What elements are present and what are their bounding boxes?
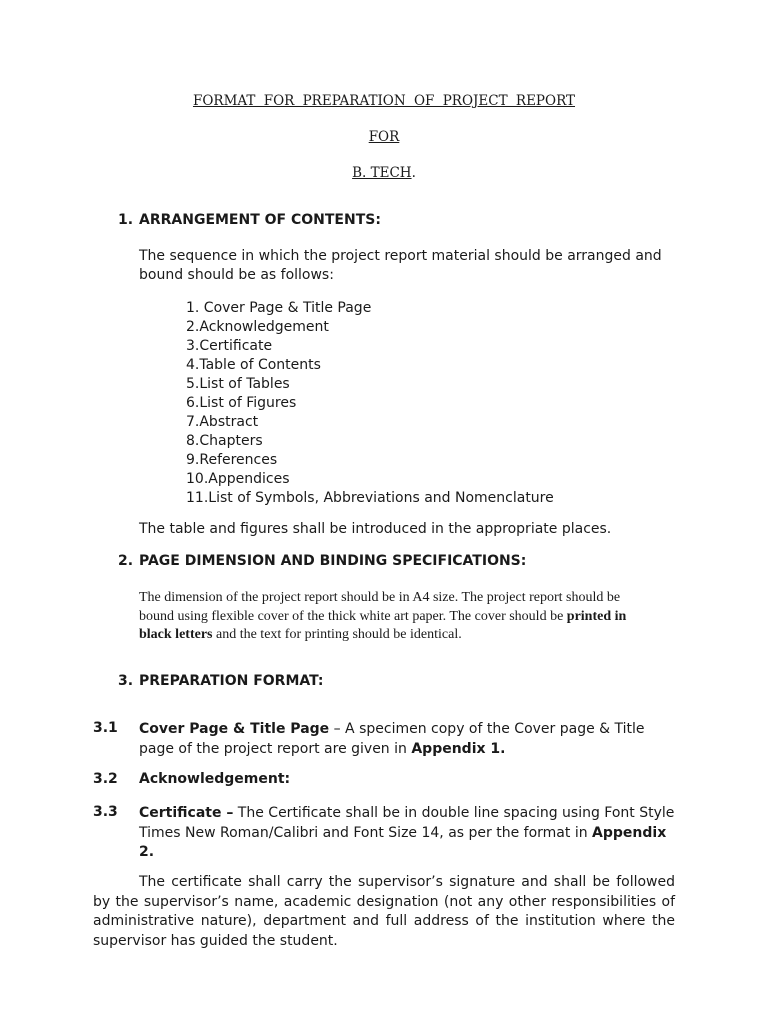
- section-1-heading: ARRANGEMENT OF CONTENTS:: [139, 212, 381, 228]
- section-2-line3-text: and the text for printing should be identical.: [212, 627, 462, 642]
- degree-text: B. TECH: [352, 165, 412, 181]
- section-2-line2-bold: printed in: [566, 608, 627, 624]
- section-2-body: [139, 589, 679, 645]
- list-item: 7.Abstract: [186, 414, 259, 430]
- list-item: 5.List of Tables: [186, 376, 290, 392]
- subsection-3-3-line2: [139, 824, 674, 844]
- subsection-3-2-label: Acknowledgement:: [139, 771, 291, 787]
- subsection-3-3-line1: [139, 804, 674, 824]
- section-2-number: 2.: [118, 553, 134, 569]
- list-item: 10.Appendices: [186, 471, 290, 487]
- subsection-3-1-label: Cover Page & Title Page: [139, 721, 330, 737]
- contents-list: [186, 299, 554, 508]
- subsection-3-3-number: 3.3: [93, 804, 118, 820]
- section-1-intro-line2: bound should be as follows:: [139, 267, 334, 283]
- subsection-3-3-body: [139, 804, 674, 863]
- subsection-3-3-label: Certificate –: [139, 805, 234, 821]
- section-2-line2: [139, 608, 679, 627]
- section-2-line3-bold: black letters: [139, 627, 213, 642]
- subsection-3-1-line2-text: page of the project report are given in: [139, 740, 412, 757]
- degree-suffix: .: [411, 165, 416, 181]
- subsection-3-1-number: 3.1: [93, 720, 118, 736]
- certificate-paragraph: The certificate shall carry the supervisor’s signature and shall be followed by the supervisor’s name, academic designation (not any other responsibilities of administrative nature), department and full address of the institution where the supervisor has guided the student.: [93, 874, 675, 949]
- list-item: 9.References: [186, 452, 278, 468]
- subsection-3-3-line2-bold: Appendix: [592, 824, 667, 841]
- section-1-number: 1.: [118, 212, 134, 228]
- subsection-3-3-line3: [139, 843, 674, 863]
- subsection-3-1-line1: [139, 720, 645, 740]
- document-title-for: FOR: [368, 129, 400, 145]
- list-item: 8.Chapters: [186, 433, 263, 449]
- subsection-3-3-line1-text: The Certificate shall be in double line spacing using Font Style: [233, 805, 675, 821]
- document-title-degree: [0, 165, 768, 181]
- section-3-heading: PREPARATION FORMAT:: [139, 673, 324, 689]
- list-item: 2.Acknowledgement: [186, 319, 329, 335]
- section-1-outro: The table and figures shall be introduced in the appropriate places.: [139, 521, 612, 537]
- section-3-number: 3.: [118, 673, 134, 689]
- subsection-3-1-line2: [139, 740, 645, 760]
- subsection-3-1-line1-text: – A specimen copy of the Cover page & Title: [329, 721, 645, 737]
- list-item: 3.Certificate: [186, 338, 273, 354]
- section-2-line1: The dimension of the project report should be in A4 size. The project report should be: [139, 590, 621, 605]
- list-item: 11.List of Symbols, Abbreviations and Nomenclature: [186, 490, 554, 506]
- section-1-intro-line1: The sequence in which the project report material should be arranged and: [139, 248, 662, 264]
- list-item: 1. Cover Page & Title Page: [186, 300, 372, 316]
- section-2-line2-text: bound using flexible cover of the thick white art paper. The cover should be: [139, 608, 567, 624]
- list-item: 6.List of Figures: [186, 395, 297, 411]
- section-2-line3: [139, 626, 679, 645]
- subsection-3-2-number: 3.2: [93, 771, 118, 787]
- list-item: 4.Table of Contents: [186, 357, 321, 373]
- subsection-3-3-line2-text: Times New Roman/Calibri and Font Size 14, as per the format in: [139, 824, 593, 841]
- document-title: FORMAT FOR PREPARATION OF PROJECT REPORT: [192, 93, 576, 109]
- subsection-3-1-line2-bold: Appendix 1.: [411, 740, 506, 757]
- section-2-heading: PAGE DIMENSION AND BINDING SPECIFICATIONS:: [139, 553, 527, 569]
- subsection-3-3-line3-bold: 2.: [139, 844, 155, 860]
- subsection-3-1-body: [139, 720, 645, 759]
